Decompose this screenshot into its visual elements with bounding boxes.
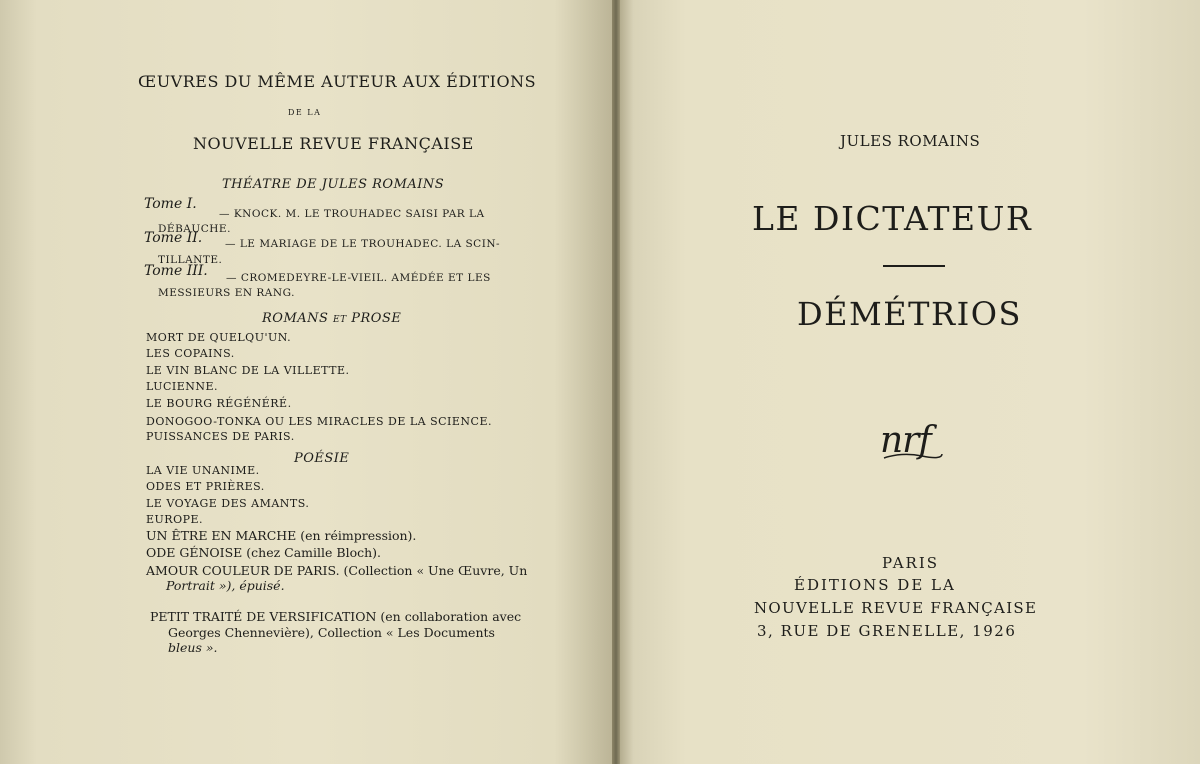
romans-item: MORT DE QUELQU'UN. [146, 331, 292, 344]
title-demetrios: DÉMÉTRIOS [797, 295, 1022, 333]
author-name: JULES ROMAINS [840, 132, 981, 150]
tome-2-text-cont: TILLANTE. [158, 254, 223, 266]
nrf-publisher-logo: nrf [880, 420, 931, 461]
petit-traite-line2: Georges Chennevière), Collection « Les Documents [168, 625, 495, 640]
petit-traite-line3: bleus ». [168, 640, 218, 655]
nrf-swash-icon [882, 452, 944, 460]
poesie-heading: POÉSIE [294, 451, 350, 466]
works-heading: ŒUVRES DU MÊME AUTEUR AUX ÉDITIONS [138, 72, 537, 91]
tome-2-text: — LE MARIAGE DE LE TROUHADEC. LA SCIN- [225, 238, 501, 250]
romans-item: LUCIENNE. [146, 380, 219, 393]
romans-item: DONOGOO-TONKA OU LES MIRACLES DE LA SCIENCE. [146, 415, 492, 428]
tome-2-label: Tome II. [144, 230, 203, 246]
tome-1-text-cont: DÉBAUCHE. [158, 223, 231, 235]
imprint-address: 3, RUE DE GRENELLE, 1926 [757, 622, 1017, 640]
tome-3-text-cont: MESSIEURS EN RANG. [158, 287, 295, 299]
romans-item: PUISSANCES DE PARIS. [146, 430, 295, 443]
works-heading-publisher: NOUVELLE REVUE FRANÇAISE [193, 134, 474, 153]
poesie-item-etre: UN ÊTRE EN MARCHE (en réimpression). [146, 528, 417, 543]
poesie-item: LA VIE UNANIME. [146, 464, 260, 477]
works-heading-de-la: DE LA [288, 108, 322, 117]
tome-1-text: — KNOCK. M. LE TROUHADEC SAISI PAR LA [219, 208, 485, 220]
amour-couleur-line2: Portrait »), épuisé. [166, 578, 285, 593]
poesie-item: ODES ET PRIÈRES. [146, 480, 265, 493]
title-le-dictateur: LE DICTATEUR [752, 199, 1033, 238]
poesie-item: EUROPE. [146, 513, 204, 526]
romans-item: LE BOURG RÉGÉNÉRÉ. [146, 397, 292, 410]
amour-couleur-line1: AMOUR COULEUR DE PARIS. (Collection « Une Œuvre, Un [146, 563, 528, 578]
poesie-item-ode: ODE GÉNOISE (chez Camille Bloch). [146, 545, 381, 560]
right-page [616, 0, 1200, 764]
poesie-item: LE VOYAGE DES AMANTS. [146, 497, 310, 510]
romans-heading: ROMANS et PROSE [262, 311, 402, 326]
theatre-heading: THÉATRE DE JULES ROMAINS [222, 177, 445, 192]
romans-item: LE VIN BLANC DE LA VILLETTE. [146, 364, 350, 377]
title-divider [883, 265, 945, 267]
imprint-publisher: NOUVELLE REVUE FRANÇAISE [754, 599, 1038, 617]
romans-item: LES COPAINS. [146, 347, 235, 360]
book-gutter [612, 0, 620, 764]
petit-traite-line1: PETIT TRAITÉ DE VERSIFICATION (en collaboration avec [150, 609, 522, 624]
tome-1-label: Tome I. [144, 196, 197, 212]
imprint-city: PARIS [882, 554, 940, 572]
tome-3-text: — CROMEDEYRE-LE-VIEIL. AMÉDÉE ET LES [226, 272, 491, 284]
imprint-editions: ÉDITIONS DE LA [794, 576, 956, 594]
tome-3-label: Tome III. [144, 263, 208, 279]
